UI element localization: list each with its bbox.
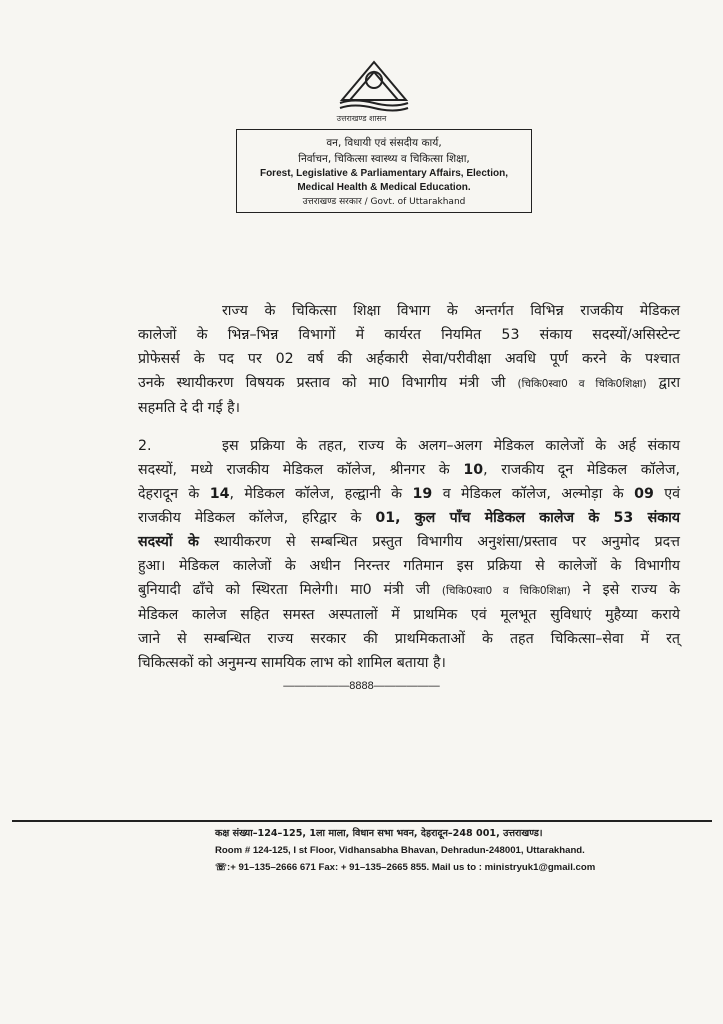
text: एवं [653,486,680,502]
paragraph-2 [138,434,680,675]
paragraph-2-line-1: इस प्रक्रिया के तहत, राज्य के अलग–अलग मेडिकल कालेजों के अर्ह संकाय [222,438,680,454]
paragraph-2-line-10: चिकित्सकों को अनुमन्य सामयिक लाभ को शामिल बताया है। [138,655,446,671]
text: ने इसे राज्य के [570,582,680,598]
ministry-reference: (चिकि0स्वा0 व चिकि0शिक्षा) [517,378,647,390]
uttarakhand-govt-emblem-icon [334,56,414,112]
department-english-2: Medical Health & Medical Education. [297,182,471,193]
paragraph-1 [138,299,680,420]
letterhead-box [236,129,532,213]
footer [215,825,635,876]
paragraph-2-line-4 [138,506,680,530]
paragraph-1-line-5: सहमति दे दी गई है। [138,400,241,416]
paragraph-1-line-1: राज्य के चिकित्सा शिक्षा विभाग के अन्तर्गत विभिन्न राजकीय मेडिकल [222,303,680,319]
paragraph-1-line-4 [138,371,680,396]
paragraph-2-line-7 [138,578,680,603]
text: राजकीय मेडिकल कॉलेज, हरिद्वार के [138,510,376,526]
separator: ——————8888—————— [283,680,440,692]
paragraph-2-line-9: जाने से सम्बन्धित राज्य सरकार की प्राथमिकताओं के तहत चिकित्सा–सेवा में रत् [138,631,680,647]
text: सदस्यों, मध्ये राजकीय मेडिकल कॉलेज, श्रीनगर के [138,462,464,478]
paragraph-2-line-2 [138,458,680,482]
paragraph-2-line-3 [138,482,680,506]
text: , मेडिकल कॉलेज, हल्द्वानी के [229,486,413,502]
count-srinagar: 10 [463,462,484,478]
footer-contact: ☏:+ 91–135–2666 671 Fax: + 91–135–2665 855. Mail us to : ministryuk1@gmail.com [215,862,596,873]
paragraph-1-line-4-end: द्वारा [646,375,680,391]
text: बुनियादी ढाँचे को स्थिरता मिलेगी। मा0 मंत्री जी [138,582,430,598]
bold-total: 01, कुल पाँच मेडिकल कालेज के 53 संकाय [375,510,681,526]
govt-caption: उत्तराखण्ड शासन [336,114,387,123]
text: स्थायीकरण से सम्बन्धित प्रस्तुत विभागीय अनुशंसा/प्रस्ताव पर अनुमोद प्रदत्त [198,534,680,550]
bold-members: सदस्यों के [138,534,199,550]
count-almora: 09 [634,486,654,502]
text: देहरादून के [138,486,210,502]
count-dehradun: 14 [209,486,230,502]
footer-address-hindi: कक्ष संख्या–124–125, 1ला माला, विधान सभा भवन, देहरादून–248 001, उत्तराखण्ड। [215,828,543,839]
paragraph-1-line-4-text: उनके स्थायीकरण विषयक प्रस्ताव को मा0 विभागीय मंत्री जी [138,375,506,391]
govt-line: उत्तराखण्ड सरकार / Govt. of Uttarakhand [302,197,466,207]
department-hindi-2: निर्वाचन, चिकित्सा स्वास्थ्य व चिकित्सा शिक्षा, [298,153,470,165]
count-haldwani: 19 [412,486,433,502]
paragraph-1-line-3: प्रोफेसर्स के पद पर 02 वर्ष की अर्हकारी सेवा/परीवीक्षा अवधि पूर्ण करने के पश्चात [138,351,680,367]
footer-rule [12,820,712,822]
paragraph-2-line-6: हुआ। मेडिकल कालेजों के अधीन निरन्तर गतिमान इस प्रक्रिया से कालेजों के विभागीय [138,558,680,574]
footer-address-english: Room # 124-125, I st Floor, Vidhansabha Bhavan, Dehradun-248001, Uttarakhand. [215,845,585,856]
department-hindi-1: वन, विधायी एवं संसदीय कार्य, [326,137,442,149]
ministry-reference: (चिकि0स्वा0 व चिकि0शिक्षा) [441,585,571,597]
paragraph-2-number: 2. [138,438,152,454]
paragraph-1-line-2: कालेजों के भिन्न–भिन्न विभागों में कार्यरत नियमित 53 संकाय सदस्यों/असिस्टेन्ट [138,327,680,343]
paragraph-2-line-5 [138,530,680,554]
department-english-1: Forest, Legislative & Parliamentary Affairs, Election, [259,168,509,179]
paragraph-2-line-8: मेडिकल कालेज सहित समस्त अस्पतालों में प्राथमिक एवं मूलभूत सुविधाएं मुहैय्या कराये [138,607,680,623]
text: , राजकीय दून मेडिकल कॉलेज, [483,462,680,478]
text: व मेडिकल कॉलेज, अल्मोड़ा के [432,486,635,502]
